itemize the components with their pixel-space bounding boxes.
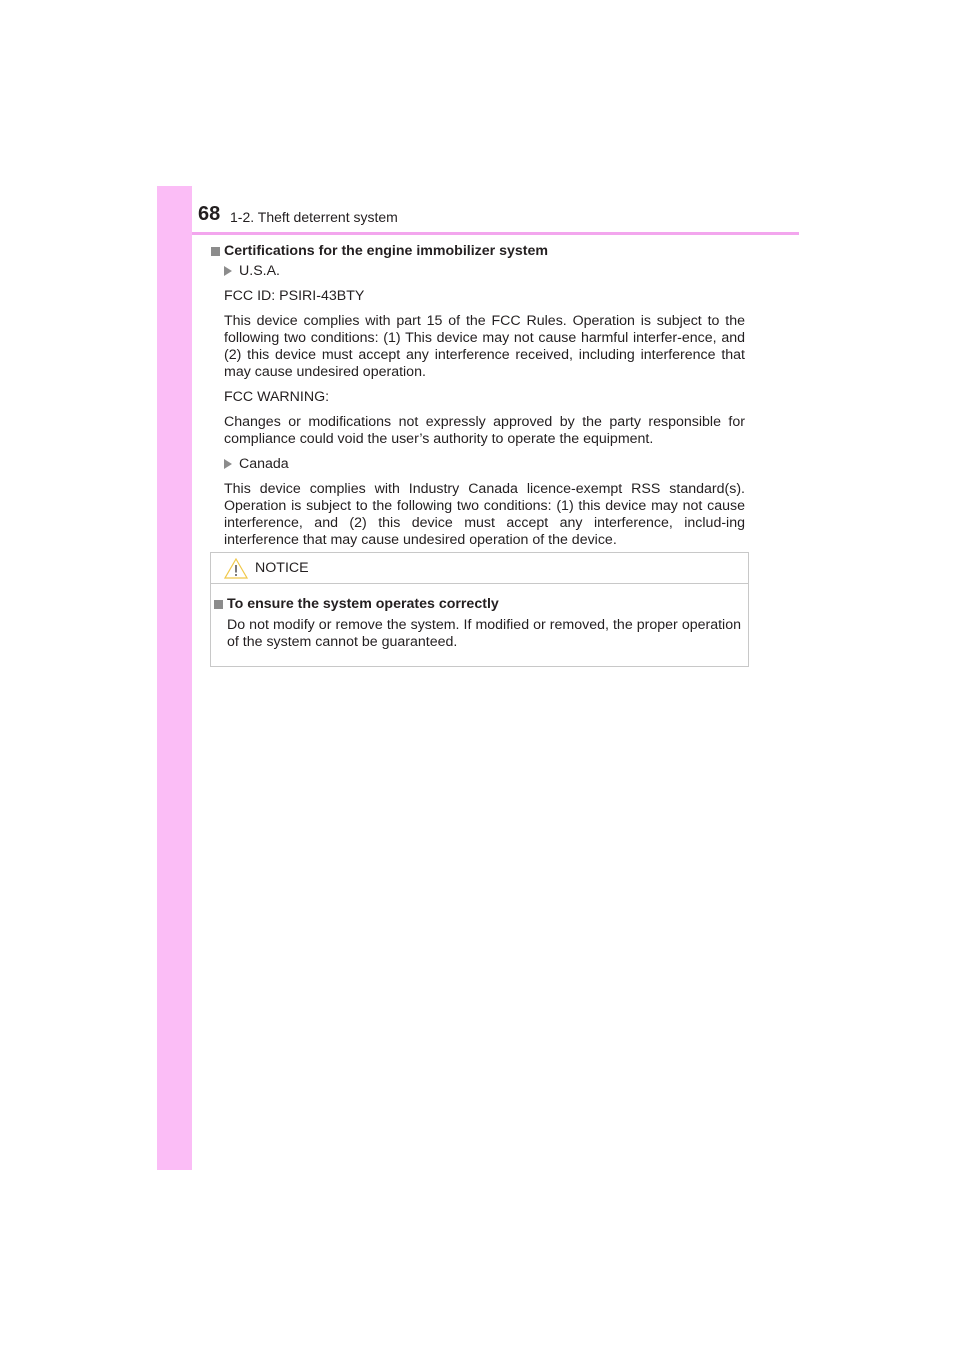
section-heading — [211, 243, 745, 260]
square-bullet-icon — [214, 600, 223, 609]
square-bullet-icon — [211, 247, 220, 256]
fcc-id: FCC ID: PSIRI-43BTY — [224, 288, 365, 304]
page-number: 68 — [198, 203, 221, 225]
notice-label: NOTICE — [255, 560, 309, 576]
canada-subheading — [211, 456, 745, 473]
notice-header — [211, 553, 748, 584]
fcc-statement: This device complies with part 15 of the FCC Rules. Operation is subject to the following two conditions: (1) This device may not cause harmful interfer-ence, and (2) this device must accept any interference received, including interference that may cause undesired operation. — [224, 313, 745, 380]
usa-label: U.S.A. — [239, 263, 280, 279]
side-tab-band — [157, 186, 192, 1170]
header-rule — [192, 232, 799, 235]
canada-statement: This device complies with Industry Canada licence-exempt RSS standard(s). Operation is subject to the following two conditions: (1) this device may not cause interference, and (2) this device must accept any interference, includ-ing interference that may cause undesired operation of the device. — [224, 481, 745, 548]
page-body — [211, 243, 745, 557]
canada-label: Canada — [239, 456, 289, 472]
fcc-warning-label: FCC WARNING: — [224, 389, 330, 405]
notice-body — [214, 596, 741, 659]
section-heading-text: Certifications for the engine immobilizer system — [224, 243, 549, 259]
notice-heading-text: To ensure the system operates correctly — [227, 596, 499, 612]
triangle-bullet-icon — [224, 266, 232, 276]
notice-box — [210, 552, 749, 667]
notice-heading — [214, 596, 741, 613]
notice-text: Do not modify or remove the system. If modified or removed, the proper operation of the system cannot be guaranteed. — [227, 617, 741, 650]
triangle-bullet-icon — [224, 459, 232, 469]
warning-triangle-icon — [224, 558, 248, 579]
section-title: 1-2. Theft deterrent system — [230, 209, 398, 225]
fcc-warning-text: Changes or modifications not expressly approved by the party responsible for compliance could void the user’s authority to operate the equipment. — [224, 414, 745, 447]
usa-subheading — [211, 263, 745, 280]
